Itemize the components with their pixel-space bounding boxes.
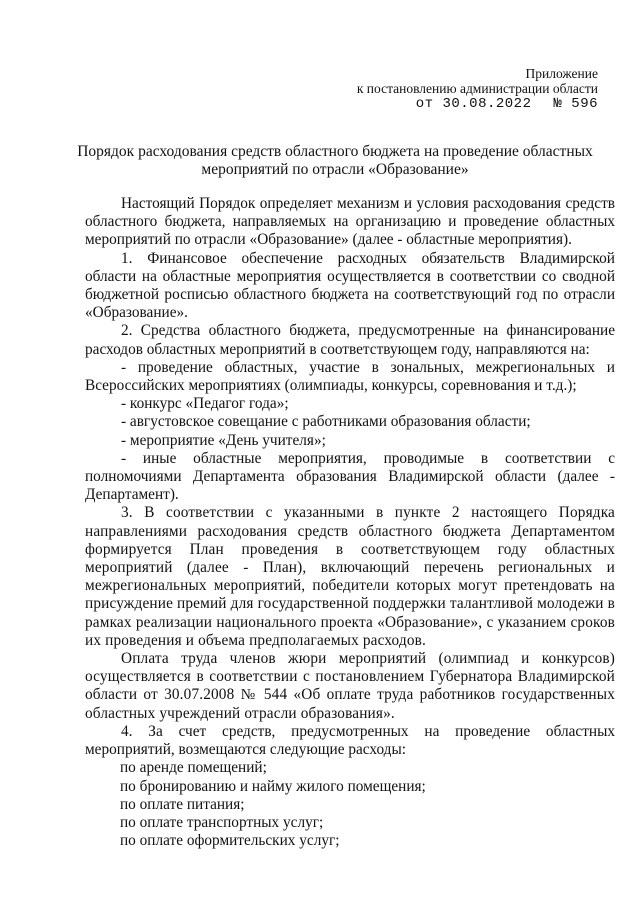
paragraph-2: 2. Средства областного бюджета, предусмотренные на финансирование расходов областных мероприятий в соответствующем году, направляются на: (85, 322, 615, 358)
paragraph-3: 3. В соответствии с указанными в пункте 2 настоящего Порядка направлениями расходования средств областного бюджета Департаментом формируется План проведения в соответствующем году областных мероприятий (далее - План), включающий перечень региональных и межрегиональных мероприятий, победители которых могут претендовать на присуждение премий для государственной поддержки талантливой молодежи в рамках реализации национального проекта «Образование», с указанием сроков их проведения и объема предполагаемых расходов. (85, 504, 615, 649)
appendix-date-line (357, 97, 598, 112)
appendix-date: от 30.08.2022 (415, 96, 532, 112)
list-item: - мероприятие «День учителя»; (121, 431, 326, 449)
list-item: по аренде помещений; (120, 759, 267, 777)
paragraph-1: 1. Финансовое обеспечение расходных обязательств Владимирской области на областные мероприятия осуществляется в соответствии со сводной бюджетной росписью областного бюджета на соответствующий год по отрасли «Образование». (85, 249, 615, 322)
paragraph-4: 4. За счет средств, предусмотренных на проведение областных мероприятий, возмещаются следующие расходы: (85, 722, 615, 759)
appendix-number: № 596 (553, 96, 598, 112)
document-body (85, 195, 615, 850)
list-item: по оплате транспортных услуг; (120, 813, 324, 831)
list-item: - конкурс «Педагог года»; (121, 395, 289, 413)
document-title: Порядок расходования средств областного бюджета на проведение областных мероприятий по отрасли «Образование» (77, 143, 593, 178)
appendix-label: Приложение (525, 66, 598, 81)
paragraph-intro: Настоящий Порядок определяет механизм и условия расходования средств областного бюджета, направляемых на организацию и проведение областных мероприятий по отрасли «Образование» (далее - областные мероприятия). (85, 195, 615, 249)
appendix-header (357, 66, 598, 112)
paragraph-jury-payment: Оплата труда членов жюри мероприятий (олимпиад и конкурсов) осуществляется в соответствии с постановлением Губернатора Владимирской области от 30.07.2008 № 544 «Об оплате труда работников государственных областных учреждений отрасли образования». (85, 650, 615, 722)
list-item: по оплате питания; (120, 795, 245, 813)
list-item: по бронированию и найму жилого помещения; (120, 777, 426, 795)
list-item: по оплате оформительских услуг; (120, 832, 340, 850)
list-item: - проведение областных, участие в зональных, межрегиональных и Всероссийских мероприятиях (олимпиады, конкурсы, соревнования и т.д.); (85, 358, 615, 395)
appendix-resolution: к постановлению администрации области (356, 81, 598, 96)
list-item: - августовское совещание с работниками образования области; (121, 413, 531, 431)
list-item: - иные областные мероприятия, проводимые в соответствии с полномочиями Департамента образования Владимирской области (далее - Департамент). (85, 449, 615, 504)
